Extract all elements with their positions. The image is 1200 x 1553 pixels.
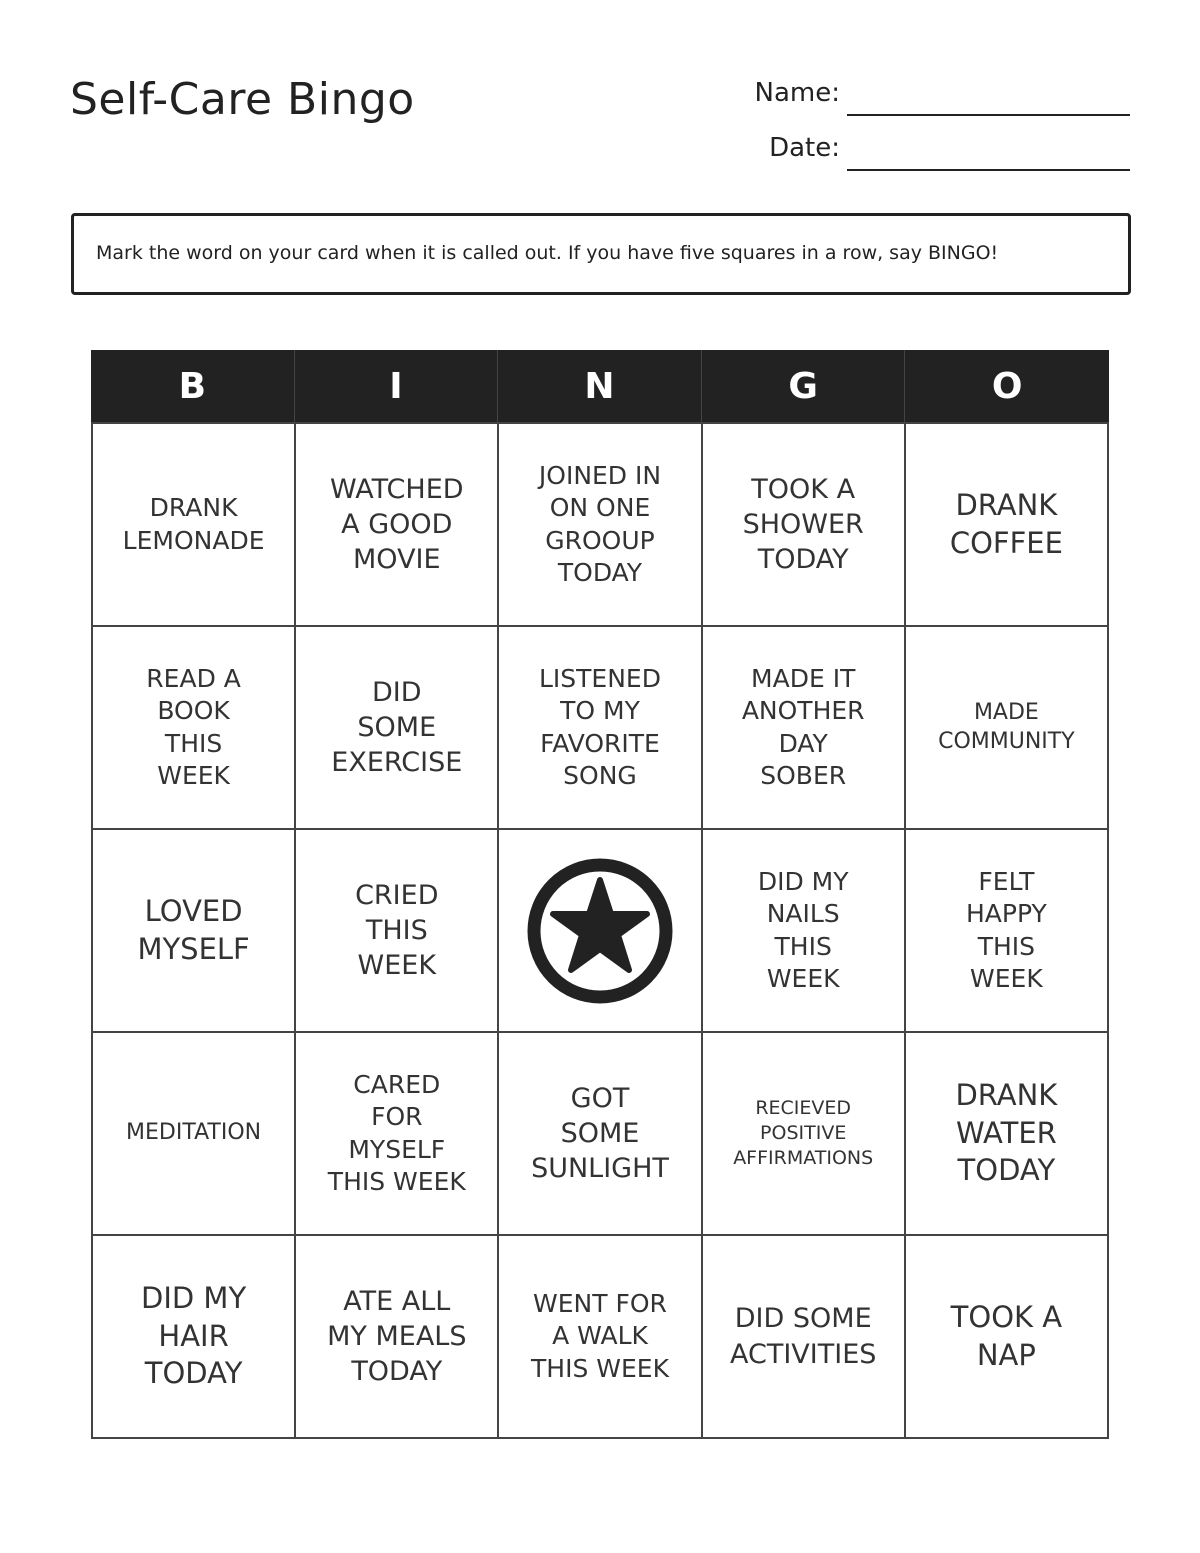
bingo-square[interactable]: CARED FOR MYSELF THIS WEEK bbox=[296, 1033, 499, 1236]
bingo-square[interactable]: MADE COMMUNITY bbox=[906, 627, 1109, 830]
bingo-square[interactable]: TOOK A SHOWER TODAY bbox=[703, 424, 906, 627]
bingo-square[interactable]: DID SOME EXERCISE bbox=[296, 627, 499, 830]
free-space[interactable] bbox=[499, 830, 702, 1033]
header-letter-g: G bbox=[702, 350, 906, 422]
name-field[interactable] bbox=[740, 76, 1130, 116]
bingo-square[interactable]: ATE ALL MY MEALS TODAY bbox=[296, 1236, 499, 1439]
bingo-square[interactable]: DID MY NAILS THIS WEEK bbox=[703, 830, 906, 1033]
bingo-square[interactable]: LISTENED TO MY FAVORITE SONG bbox=[499, 627, 702, 830]
bingo-square[interactable]: DID MY HAIR TODAY bbox=[93, 1236, 296, 1439]
name-line[interactable] bbox=[847, 114, 1130, 116]
bingo-square[interactable]: READ A BOOK THIS WEEK bbox=[93, 627, 296, 830]
bingo-square[interactable]: FELT HAPPY THIS WEEK bbox=[906, 830, 1109, 1033]
header-letter-b: B bbox=[91, 350, 295, 422]
bingo-square[interactable]: GOT SOME SUNLIGHT bbox=[499, 1033, 702, 1236]
date-line[interactable] bbox=[847, 169, 1130, 171]
page-title: Self-Care Bingo bbox=[70, 74, 415, 125]
header-letter-n: N bbox=[498, 350, 702, 422]
bingo-header bbox=[91, 350, 1109, 422]
bingo-square[interactable]: MEDITATION bbox=[93, 1033, 296, 1236]
bingo-card bbox=[91, 350, 1109, 1439]
bingo-square[interactable]: LOVED MYSELF bbox=[93, 830, 296, 1033]
bingo-square[interactable]: CRIED THIS WEEK bbox=[296, 830, 499, 1033]
bingo-square[interactable]: DRANK LEMONADE bbox=[93, 424, 296, 627]
name-label: Name: bbox=[754, 78, 840, 108]
instructions-text: Mark the word on your card when it is called out. If you have five squares in a row, say BINGO! bbox=[96, 242, 999, 264]
star-in-circle-icon bbox=[525, 856, 675, 1006]
bingo-square[interactable]: WATCHED A GOOD MOVIE bbox=[296, 424, 499, 627]
bingo-square[interactable]: DRANK COFFEE bbox=[906, 424, 1109, 627]
bingo-square[interactable]: MADE IT ANOTHER DAY SOBER bbox=[703, 627, 906, 830]
bingo-square[interactable]: JOINED IN ON ONE GROOUP TODAY bbox=[499, 424, 702, 627]
bingo-square[interactable]: TOOK A NAP bbox=[906, 1236, 1109, 1439]
bingo-square[interactable]: DID SOME ACTIVITIES bbox=[703, 1236, 906, 1439]
header-letter-i: I bbox=[295, 350, 499, 422]
bingo-square[interactable]: RECIEVED POSITIVE AFFIRMATIONS bbox=[703, 1033, 906, 1236]
date-field[interactable] bbox=[740, 131, 1130, 171]
bingo-square[interactable]: DRANK WATER TODAY bbox=[906, 1033, 1109, 1236]
header-letter-o: O bbox=[991, 365, 1023, 407]
date-label: Date: bbox=[769, 133, 840, 163]
bingo-square[interactable]: WENT FOR A WALK THIS WEEK bbox=[499, 1236, 702, 1439]
instructions-box bbox=[71, 213, 1131, 295]
bingo-grid bbox=[91, 422, 1109, 1439]
